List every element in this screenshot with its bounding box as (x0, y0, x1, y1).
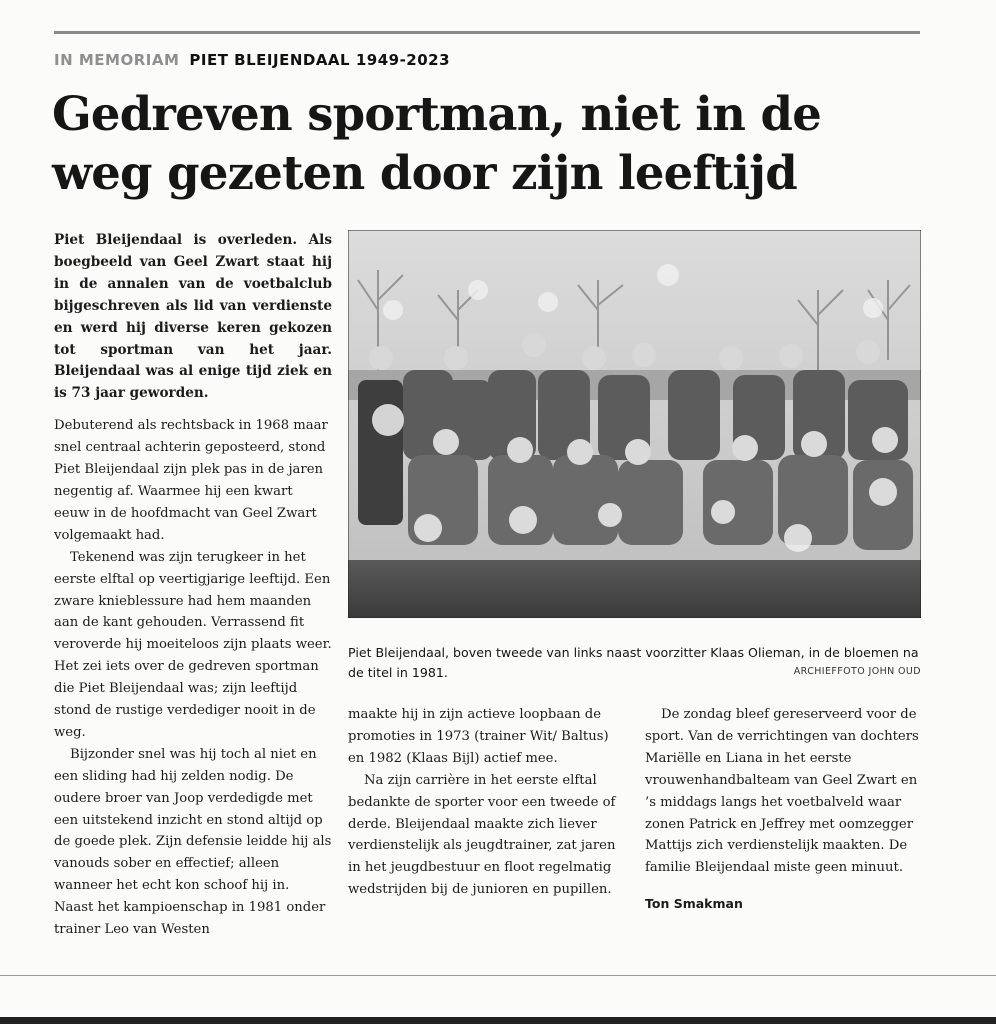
team-photo (348, 230, 921, 618)
byline: Ton Smakman (645, 896, 743, 912)
body-paragraph: Debuterend als rechtsback in 1968 maar snel centraal achterin geposteerd, stond Piet Bleijendaal zijn plek pas in de jaren negentig af. Waarmee hij een kwart eeuw in de hoofdmacht van Geel Zwart volgemaakt had. (54, 418, 328, 543)
photo-credit: ARCHIEFFOTO JOHN OUD (793, 666, 921, 677)
kicker-section: IN MEMORIAM (54, 51, 180, 69)
body-paragraph: Bijzonder snel was hij toch al niet en een sliding had hij zelden nodig. De oudere broer van Joop verdedigde met een uitstekend inzicht en stond altijd op de goede plek. Zijn defensie leidde hij als vanouds sober en effectief; alleen wanneer het echt kon schoof hij in. Naast het kampioenschap in 1981 onder trainer Leo van Westen (54, 746, 332, 938)
top-rule (54, 31, 920, 34)
photo-caption: Piet Bleijendaal, boven tweede van links naast voorzitter Klaas Olieman, in de bloemen na de titel in 1981. (348, 645, 919, 680)
kicker (54, 51, 450, 69)
body-paragraph: Tekenend was zijn terugkeer in het eerste elftal op veertigjarige leeftijd. Een zware knieblessure had hem maanden aan de kant gehouden. Verrassend fit veroverde hij moeiteloos zijn plaats weer. Het zei iets over de gedreven sportman die Piet Bleijendaal was; zijn leeftijd stond de rustige verdediger nooit in de weg. (54, 549, 332, 740)
body-paragraph: Na zijn carrière in het eerste elftal bedankte de sporter voor een tweede of derde. Bleijendaal maakte zich liever verdienstelijk als jeugdtrainer, zat jaren in het jeugdbestuur en floot regelmatig wedstrijden bij de junioren en pupillen. (348, 772, 616, 898)
bottom-bar (0, 1017, 996, 1024)
kicker-years: 1949-2023 (355, 51, 451, 69)
article-column-1 (54, 230, 332, 941)
article-column-3 (645, 704, 923, 915)
body-paragraph: De zondag bleef gereserveerd voor de sport. Van de verrichtingen van dochters Mariëlle en Liana in het eerste vrouwenhandbalteam van Geel Zwart en ’s middags langs het voetbalveld waar zonen Patrick en Jeffrey met oomzegger Mattijs zich verdienstelijk maakten. De familie Bleijendaal miste geen minuut. (645, 707, 919, 876)
kicker-name: PIET BLEIJENDAAL (189, 51, 351, 69)
article-column-2 (348, 704, 624, 901)
body-paragraph: maakte hij in zijn actieve loopbaan de promoties in 1973 (trainer Wit/ Baltus) en 1982 (Klaas Bijl) actief mee. (348, 707, 609, 766)
bottom-rule (0, 975, 996, 976)
headline: Gedreven sportman, niet in de weg gezeten door zijn leeftijd (52, 86, 821, 200)
lead-paragraph: Piet Bleijendaal is overleden. Als boegbeeld van Geel Zwart staat hij in de annalen van de voetbalclub bijgeschreven als lid van verdienste en werd hij diverse keren gekozen tot sportman van het jaar. Bleijendaal was al enige tijd ziek en is 73 jaar geworden. (54, 232, 332, 402)
